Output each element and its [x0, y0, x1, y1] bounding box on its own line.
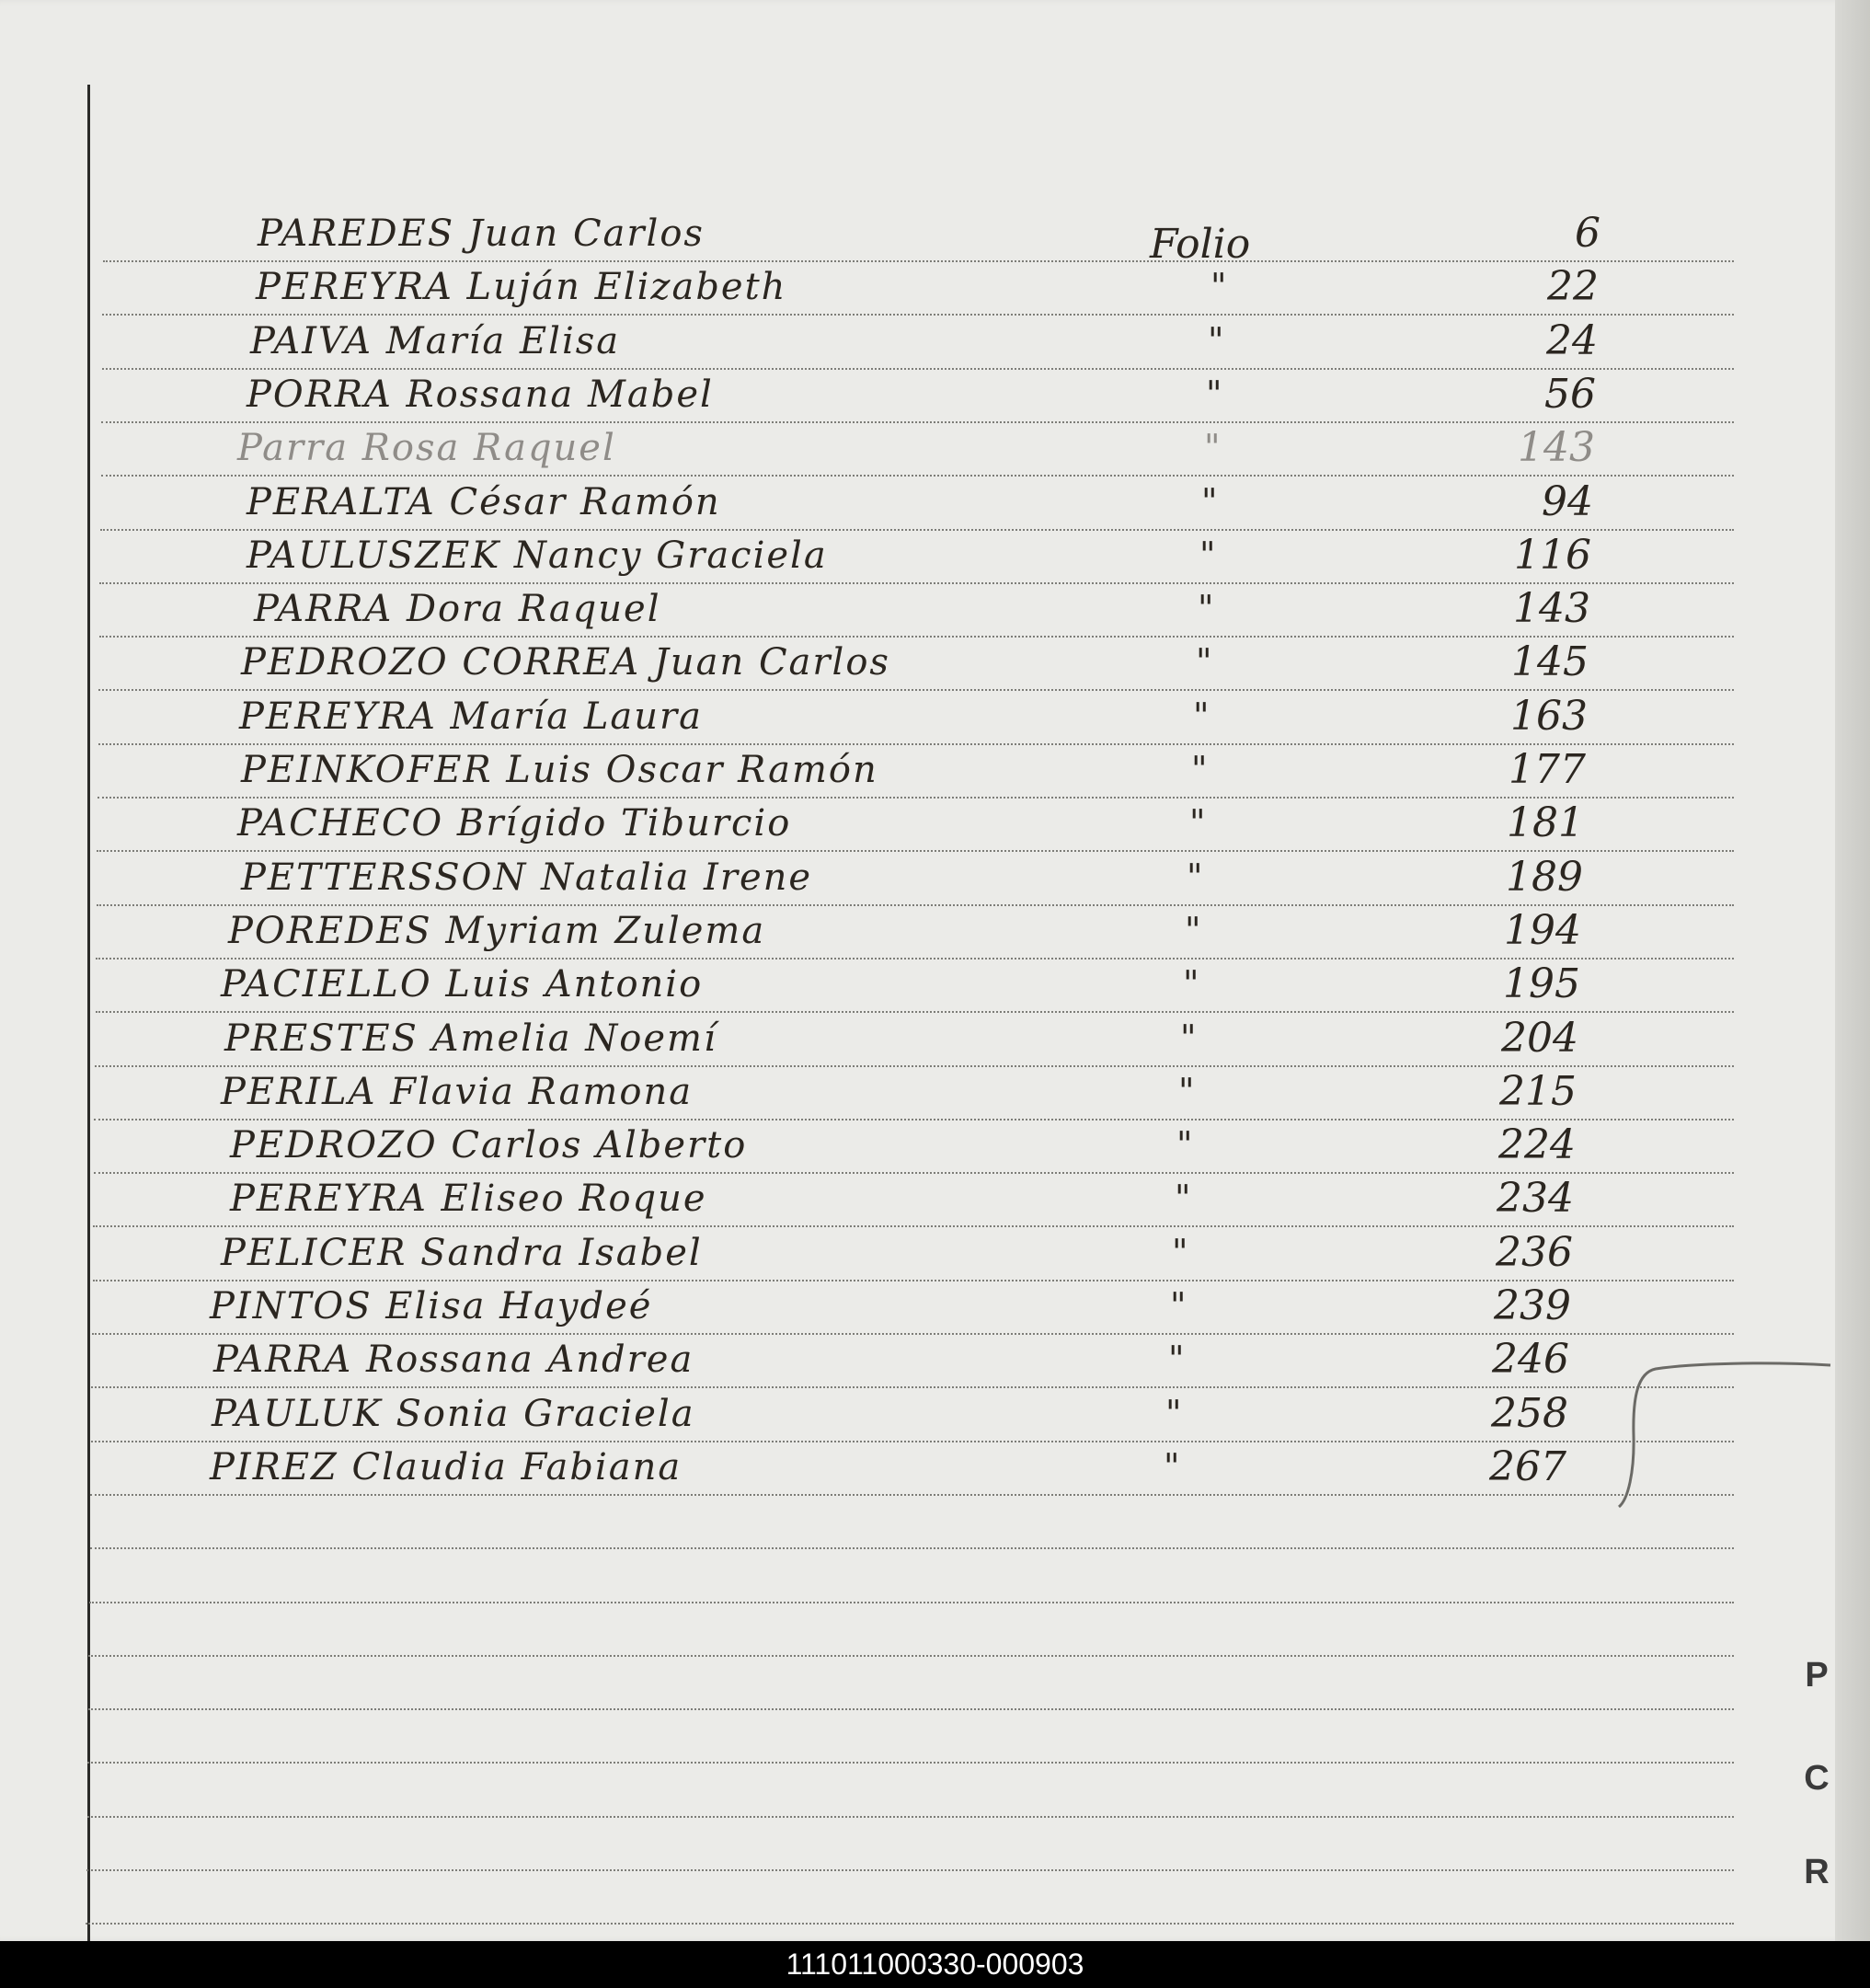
- ditto-mark: ": [1164, 1445, 1180, 1487]
- folio-number: 234: [1497, 1175, 1574, 1223]
- ditto-mark: ": [1183, 963, 1199, 1005]
- ledger-row: [0, 529, 1849, 582]
- folio-number: 143: [1513, 585, 1590, 633]
- folio-number: 258: [1491, 1389, 1568, 1437]
- ditto-mark: ": [1178, 1070, 1195, 1111]
- entry-name: PELICER Sandra Isabel: [221, 1231, 703, 1274]
- ditto-mark: ": [1187, 856, 1203, 897]
- entry-name: PIREZ Claudia Fabiana: [210, 1445, 683, 1488]
- entry-name: PACIELLO Luis Antonio: [221, 963, 704, 1006]
- entry-name: PERALTA César Ramón: [247, 480, 721, 523]
- ledger-row: [0, 207, 1849, 260]
- ledger-row: [0, 476, 1849, 529]
- folio-number: 195: [1503, 960, 1580, 1008]
- ditto-mark: ": [1206, 373, 1222, 414]
- ruled-line: [89, 1602, 1734, 1603]
- ledger-row: [0, 260, 1849, 314]
- index-letter: R: [1804, 1853, 1830, 1891]
- ditto-mark: ": [1189, 802, 1206, 844]
- ledger-row: [0, 1065, 1849, 1119]
- ruled-line: [86, 1923, 1734, 1925]
- ditto-mark: ": [1170, 1285, 1187, 1326]
- ledger-row: [0, 904, 1849, 958]
- ditto-mark: ": [1204, 427, 1221, 468]
- ruled-line: [87, 1762, 1734, 1764]
- ditto-mark: ": [1201, 480, 1218, 522]
- ditto-mark: ": [1172, 1231, 1188, 1272]
- ledger-row: [0, 797, 1849, 850]
- ledger-row: [0, 315, 1849, 368]
- folio-number: 246: [1492, 1336, 1569, 1384]
- entry-name: PORRA Rossana Mabel: [247, 373, 714, 416]
- entry-name: PAREDES Juan Carlos: [258, 213, 705, 255]
- entry-name: PEREYRA Eliseo Roque: [230, 1178, 707, 1221]
- ledger-row: [0, 1172, 1849, 1225]
- ditto-mark: ": [1180, 1017, 1197, 1058]
- ledger-row: [0, 636, 1849, 689]
- ledger-row: [0, 1280, 1849, 1333]
- entry-name: PEREYRA Luján Elizabeth: [256, 266, 787, 309]
- folio-number: 94: [1542, 477, 1593, 525]
- ditto-mark: ": [1191, 749, 1208, 789]
- folio-number: 22: [1547, 263, 1599, 311]
- folio-number: 267: [1489, 1442, 1566, 1490]
- ledger-row: [0, 1119, 1849, 1172]
- index-letter: C: [1804, 1759, 1830, 1798]
- ditto-mark: ": [1210, 266, 1227, 307]
- folio-number: 194: [1504, 906, 1581, 954]
- entry-name: PEREYRA María Laura: [239, 695, 703, 738]
- index-letter: P: [1805, 1656, 1829, 1695]
- ruled-line: [86, 1869, 1734, 1871]
- entry-name: PEDROZO CORREA Juan Carlos: [241, 641, 890, 684]
- entry-name: PARRA Rossana Andrea: [213, 1339, 694, 1382]
- entry-name: PAULUSZEK Nancy Graciela: [247, 534, 828, 577]
- document-id-footer: 111011000330-000903: [0, 1941, 1870, 1988]
- ledger-row: [0, 851, 1849, 904]
- ledger-row: [0, 743, 1849, 797]
- folio-header: Folio: [1150, 221, 1251, 268]
- entry-name: PARRA Dora Raquel: [254, 588, 661, 631]
- entry-name: PERILA Flavia Ramona: [221, 1070, 694, 1113]
- ledger-row: [0, 1226, 1849, 1280]
- folio-number: 181: [1507, 799, 1584, 847]
- ledger-row: [0, 368, 1849, 421]
- ledger-row: [0, 1387, 1849, 1441]
- ditto-mark: ": [1175, 1178, 1191, 1219]
- entry-name: POREDES Myriam Zulema: [228, 909, 766, 952]
- folio-number: 116: [1514, 531, 1591, 579]
- folio-number: 224: [1498, 1121, 1576, 1169]
- entry-name: PINTOS Elisa Haydeé: [210, 1285, 653, 1327]
- ruled-line: [88, 1655, 1734, 1657]
- entry-name: PEINKOFER Luis Oscar Ramón: [241, 749, 878, 791]
- ditto-mark: ": [1168, 1339, 1185, 1380]
- folio-number: 24: [1546, 316, 1598, 364]
- folio-number: 145: [1511, 638, 1589, 686]
- ditto-mark: ": [1208, 319, 1224, 361]
- ditto-mark: ": [1196, 641, 1212, 683]
- ditto-mark: ": [1199, 534, 1216, 575]
- ledger-row: [0, 958, 1849, 1011]
- ruled-line: [87, 1816, 1734, 1818]
- ditto-mark: ": [1198, 588, 1214, 629]
- ledger-row: [0, 1441, 1849, 1494]
- folio-number: 6: [1575, 210, 1600, 257]
- entry-name: PEDROZO Carlos Alberto: [230, 1124, 748, 1167]
- ruled-line: [90, 1494, 1734, 1496]
- ledger-row: [0, 690, 1849, 743]
- ledger-row: [0, 1333, 1849, 1386]
- entry-name: PAULUK Sonia Graciela: [212, 1392, 695, 1435]
- ditto-mark: ": [1193, 695, 1210, 736]
- ruled-line: [90, 1547, 1734, 1549]
- pencil-bracket-mark: [1582, 1362, 1840, 1509]
- folio-number: 189: [1506, 853, 1583, 901]
- ledger-row: [0, 421, 1849, 475]
- folio-number: 236: [1496, 1228, 1573, 1276]
- ditto-mark: ": [1165, 1392, 1182, 1433]
- folio-number: 215: [1499, 1067, 1577, 1115]
- folio-number: 177: [1509, 746, 1586, 793]
- ruled-line: [88, 1708, 1734, 1710]
- entry-name: Parra Rosa Raquel: [237, 427, 616, 470]
- ditto-mark: ": [1176, 1124, 1193, 1166]
- entry-name: PETTERSSON Natalia Irene: [241, 856, 813, 899]
- ledger-row: [0, 582, 1849, 636]
- folio-number: 204: [1501, 1014, 1578, 1062]
- ditto-mark: ": [1185, 909, 1201, 950]
- folio-number: 163: [1510, 692, 1588, 740]
- entry-name: PAIVA María Elisa: [250, 319, 621, 362]
- folio-number: 239: [1494, 1282, 1571, 1329]
- folio-number: 143: [1518, 424, 1595, 472]
- ledger-row: [0, 1012, 1849, 1065]
- entry-name: PACHECO Brígido Tiburcio: [237, 802, 792, 845]
- folio-number: 56: [1544, 370, 1596, 418]
- entry-name: PRESTES Amelia Noemí: [224, 1017, 717, 1060]
